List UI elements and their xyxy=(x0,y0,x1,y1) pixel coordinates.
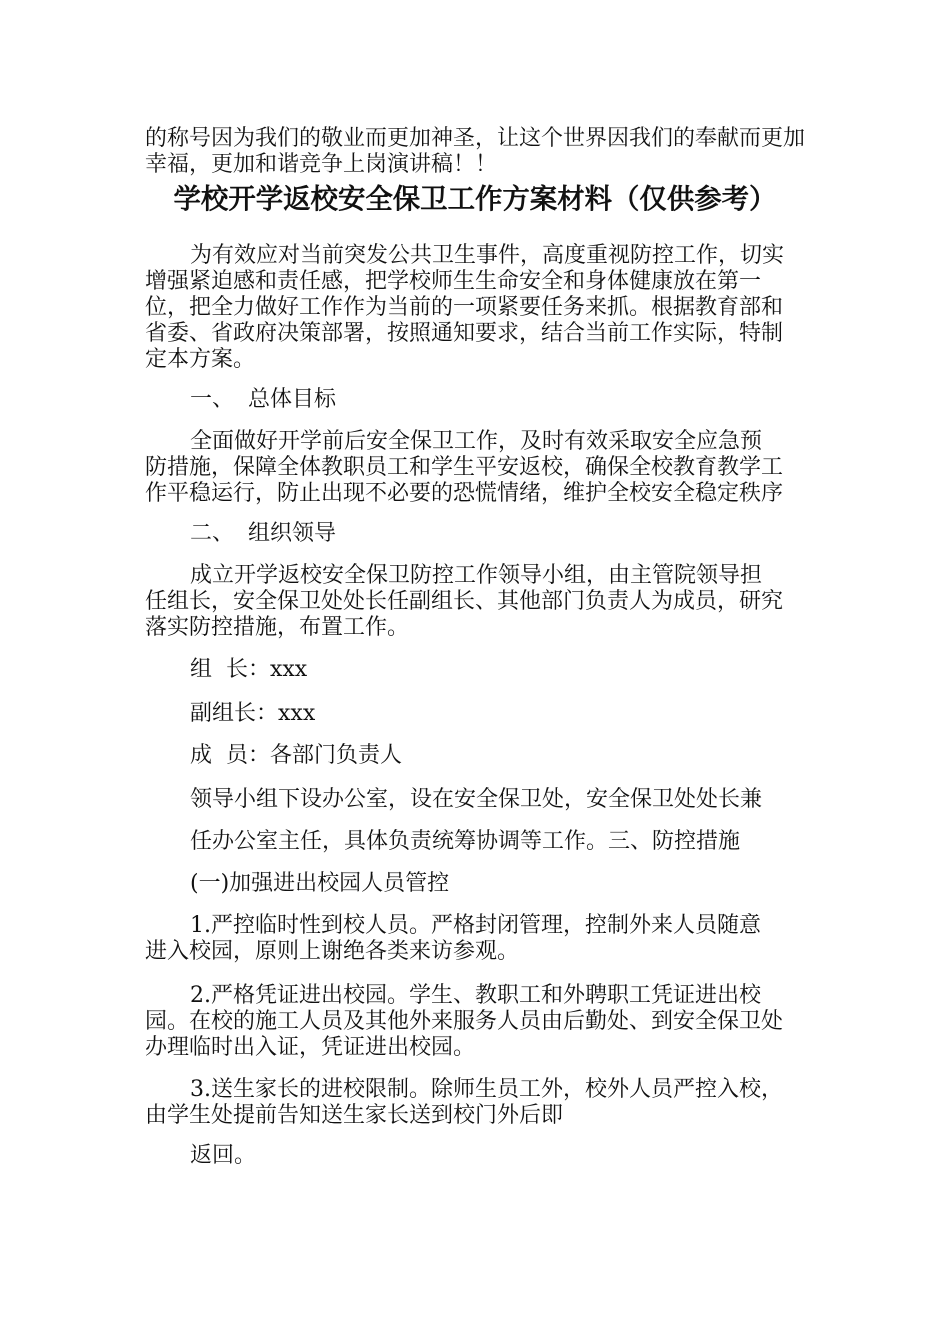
section-2-line-1: 成立开学返校安全保卫防控工作领导小组，由主管院领导担 xyxy=(190,563,763,588)
office-line-1: 领导小组下设办公室，设在安全保卫处，安全保卫处处长兼 xyxy=(190,787,763,812)
section-1-line-2: 防措施，保障全体教职员工和学生平安返校，确保全校教育教学工 xyxy=(145,455,784,480)
intro-line-3: 位，把全力做好工作作为当前的一项紧要任务来抓。根据教育部和 xyxy=(145,295,784,320)
carryover-line-1: 的称号因为我们的敬业而更加神圣，让这个世界因我们的奉献而更加 xyxy=(145,126,806,151)
office-line-2: 任办公室主任，具体负责统筹协调等工作。三、防控措施 xyxy=(190,829,741,854)
document-title: 学校开学返校安全保卫工作方案材料（仅供参考） xyxy=(173,184,777,215)
section-2-heading: 二、 组织领导 xyxy=(190,521,336,546)
section-1-line-1: 全面做好开学前后安全保卫工作，及时有效采取安全应急预 xyxy=(190,429,763,454)
item-3-line-1: 3.送生家长的进校限制。除师生员工外，校外人员严控入校， xyxy=(190,1077,783,1102)
section-2-line-2: 任组长，安全保卫处处长任副组长、其他部门负责人为成员，研究 xyxy=(145,589,784,614)
intro-line-4: 省委、省政府决策部署，按照通知要求，结合当前工作实际，特制 xyxy=(145,321,784,346)
item-3-tail: 返回。 xyxy=(190,1143,257,1168)
leader-line: 组 长：xxx xyxy=(190,657,308,682)
item-3-line-2: 由学生处提前告知送生家长送到校门外后即 xyxy=(145,1103,564,1128)
intro-line-2: 增强紧迫感和责任感，把学校师生生命安全和身体健康放在第一 xyxy=(145,269,762,294)
item-2-line-3: 办理临时出入证，凭证进出校园。 xyxy=(145,1035,476,1060)
item-1-line-2: 进入校园，原则上谢绝各类来访参观。 xyxy=(145,939,520,964)
intro-line-5: 定本方案。 xyxy=(145,347,256,372)
section-1-line-3: 作平稳运行，防止出现不必要的恐慌情绪，维护全校安全稳定秩序 xyxy=(145,481,784,506)
item-2-line-1: 2.严格凭证进出校园。学生、教职工和外聘职工凭证进出校 xyxy=(190,983,761,1008)
carryover-line-2: 幸福，更加和谐竞争上岗演讲稿！！ xyxy=(145,152,498,177)
subsection-heading: (一)加强进出校园人员管控 xyxy=(190,871,450,896)
item-2-line-2: 园。在校的施工人员及其他外来服务人员由后勤处、到安全保卫处 xyxy=(145,1009,784,1034)
section-2-line-3: 落实防控措施，布置工作。 xyxy=(145,615,410,640)
intro-line-1: 为有效应对当前突发公共卫生事件，高度重视防控工作，切实 xyxy=(190,243,785,268)
item-1-line-1: 1.严控临时性到校人员。严格封闭管理，控制外来人员随意 xyxy=(190,913,761,938)
deputy-leader-line: 副组长：xxx xyxy=(190,701,316,726)
section-1-heading: 一、 总体目标 xyxy=(190,387,336,412)
members-line: 成 员：各部门负责人 xyxy=(190,743,402,768)
